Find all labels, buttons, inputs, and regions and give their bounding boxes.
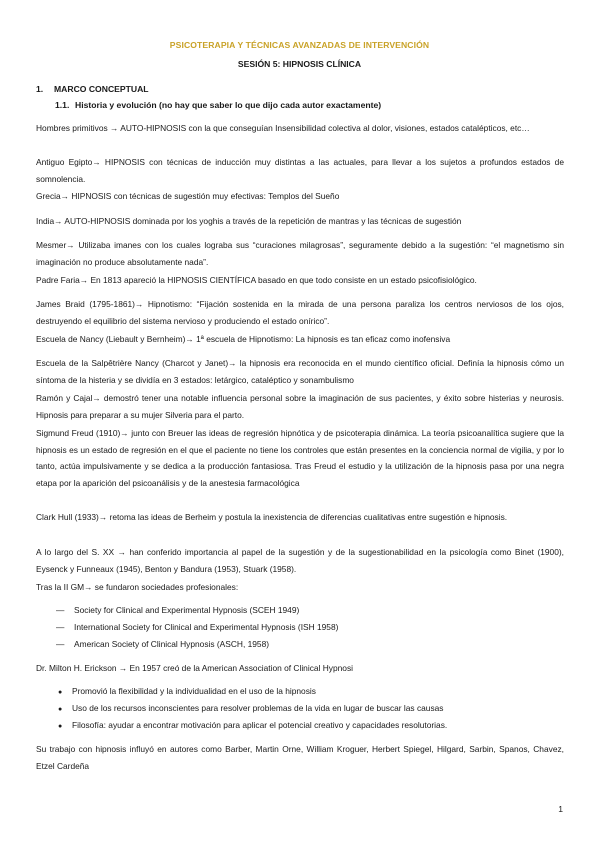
society-name: Society for Clinical and Experimental Hypnosis (SCEH 1949) — [74, 605, 300, 615]
section-title: MARCO CONCEPTUAL — [54, 84, 149, 94]
bullet-icon: ● — [58, 706, 63, 713]
paragraph-padre-faria: Padre Faria→ En 1813 apareció la HIPNOSIS CIENTÍFICA basado en que todo consiste en un estado psicofisiológico. — [36, 275, 477, 285]
dash-marker: — — [56, 605, 65, 615]
bullet-icon: ● — [58, 689, 63, 696]
list-item — [58, 720, 447, 730]
dash-marker: — — [56, 622, 65, 632]
list-item — [58, 703, 444, 713]
dash-marker: — — [56, 639, 65, 649]
page-number: 1 — [558, 804, 563, 814]
list-item — [56, 639, 269, 649]
paragraph-mesmer: Mesmer→ Utilizaba imanes con los cuales lograba sus “curaciones milagrosas”, seguramente debido a la sugestión: “el magnetismo sin imaginación no produce absolutamente nada”. — [36, 240, 564, 267]
subsection-heading — [55, 100, 381, 110]
paragraph-james-braid: James Braid (1795-1861)→ Hipnotismo: “Fijación sostenida en la mirada de una persona paraliza los centros nerviosos de los ojos, destruyendo el equilibrio del sistema nervioso y produciendo el estado onírico”. — [36, 299, 564, 326]
erickson-point: Uso de los recursos inconscientes para resolver problemas de la vida en lugar de buscar las causas — [72, 703, 444, 713]
list-item — [56, 605, 299, 615]
section-heading — [36, 84, 149, 94]
list-item — [56, 622, 338, 632]
paragraph-influence: Su trabajo con hipnosis influyó en autores como Barber, Martin Orne, William Kroguer, Herbert Spiegel, Hilgard, Sarbin, Spanos, Chavez, Etzel Cardeña — [36, 744, 564, 771]
subsection-number: 1.1. — [55, 100, 70, 110]
subsection-title: Historia y evolución (no hay que saber lo que dijo cada autor exactamente) — [75, 100, 382, 110]
paragraph-greece: Grecia→ HIPNOSIS con técnicas de sugestión muy efectivas: Templos del Sueño — [36, 191, 340, 201]
society-name: International Society for Clinical and Experimental Hypnosis (ISH 1958) — [74, 622, 339, 632]
erickson-point: Filosofía: ayudar a encontrar motivación para aplicar el potencial creativo y capacidades resolutorias. — [72, 720, 448, 730]
paragraph-ramon-y-cajal: Ramón y Cajal→ demostró tener una notable influencia personal sobre la imaginación de sus pacientes, y éxito sobre histerias y neurosis. Hipnosis para preparar a su mujer Silveria para el parto. — [36, 393, 564, 420]
erickson-point: Promovió la flexibilidad y la individualidad en el uso de la hipnosis — [72, 686, 316, 696]
session-title: SESIÓN 5: HIPNOSIS CLÍNICA — [237, 59, 362, 69]
paragraph-clark-hull: Clark Hull (1933)→ retoma las ideas de Berheim y postula la inexistencia de diferencias cualitativas entre sugestión e hipnosis. — [36, 512, 508, 522]
list-item — [58, 686, 316, 696]
paragraph-post-ww2: Tras la II GM→ se fundaron sociedades profesionales: — [36, 582, 239, 592]
paragraph-nancy-school: Escuela de Nancy (Liebault y Bernheim)→ 1ª escuela de Hipnotismo: La hipnosis es tan eficaz como inofensiva — [36, 334, 451, 344]
society-name: American Society of Clinical Hypnosis (ASCH, 1958) — [74, 639, 270, 649]
paragraph-erickson: Dr. Milton H. Erickson → En 1957 creó de la American Association of Clinical Hypnosi — [36, 663, 353, 673]
paragraph-india: India→ AUTO-HIPNOSIS dominada por los yoghis a través de la repetición de mantras y las técnicas de sugestión — [36, 216, 462, 226]
paragraph-salpetriere: Escuela de la Salpêtrière Nancy (Charcot y Janet)→ la hipnosis era reconocida en el mundo científico oficial. Definía la hipnosis cómo un síntoma de la histeria y se dividía en 3 estados: letárgico, cataléptico y sonambulismo — [36, 358, 564, 385]
section-number: 1. — [36, 84, 44, 94]
paragraph-freud: Sigmund Freud (1910)→ junto con Breuer las ideas de regresión hipnótica y de psicoterapia dinámica. La teoría psicoanalítica sugiere que la hipnosis es un estado de regresión en el que el paciente no tiene los controles que están presentes en la conciencia normal de vigilia, y por lo tanto, actúa impulsivamente y se dedica a la producción fantasiosa. Tras Freud el estudio y la utilización de la hipnosis pasa por una negra etapa por la aparición del psicoanálisis y de la anestesia farmacológica — [36, 428, 564, 488]
course-title: PSICOTERAPIA Y TÉCNICAS AVANZADAS DE INTERVENCIÓN — [169, 40, 430, 50]
paragraph-ancient-egypt: Antiguo Egipto→ HIPNOSIS con técnicas de inducción muy distintas a las actuales, para llevar a los sujetos a profundos estados de somnolencia. — [36, 157, 564, 184]
paragraph-primitive-men: Hombres primitivos → AUTO-HIPNOSIS con la que conseguían Insensibilidad colectiva al dolor, visiones, estados catalépticos, etc… — [36, 123, 530, 133]
paragraph-twentieth-century: A lo largo del S. XX → han conferido importancia al papel de la sugestión y de la sugestionabilidad en la psicología como Binet (1900), Eysenck y Funneaux (1945), Benton y Bandura (1953), Stuark (1958). — [36, 547, 564, 574]
bullet-icon: ● — [58, 723, 63, 730]
